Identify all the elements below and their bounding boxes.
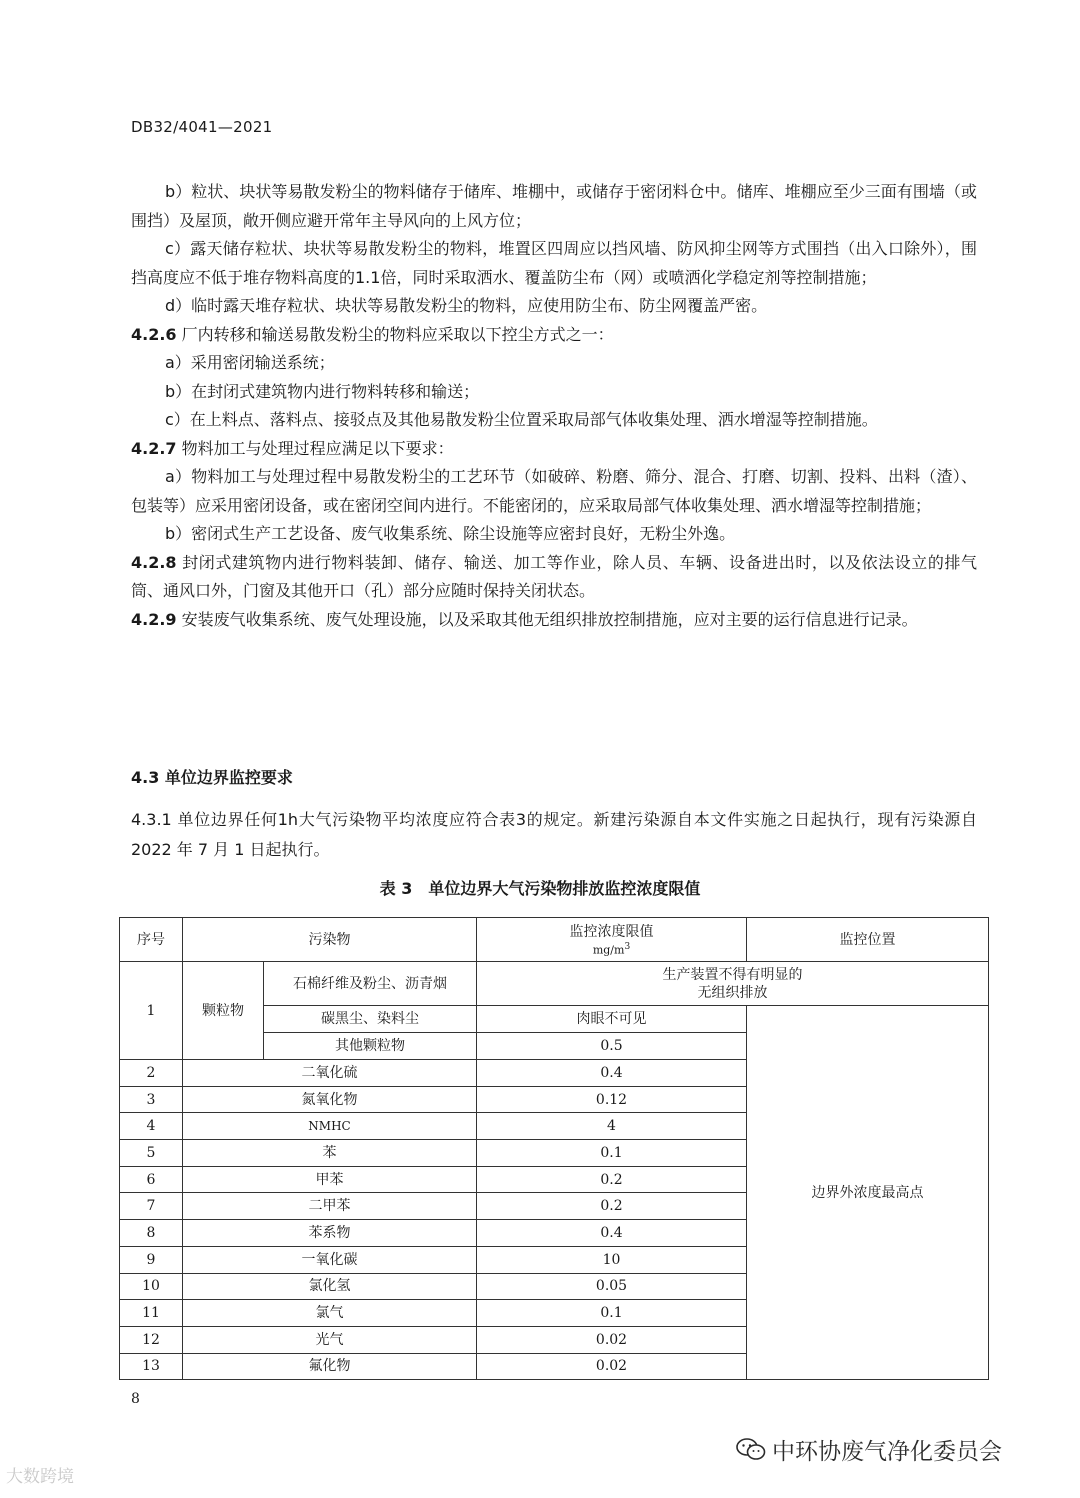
cell-seq: 6: [120, 1166, 183, 1193]
clause-number: 4.2.7: [131, 438, 177, 458]
paragraph: b）粒状、块状等易散发粉尘的物料储存于储库、堆棚中，或储存于密闭料仓中。储库、堆棚应至少三面有围墙（或围挡）及屋顶，敞开侧应避开常年主导风向的上风方位；: [131, 182, 977, 230]
paragraph: c）露天储存粒状、块状等易散发粉尘的物料，堆置区四周应以挡风墙、防风抑尘网等方式围挡（出入口除外），围挡高度应不低于堆存物料高度的1.1倍，同时采取洒水、覆盖防尘布（网）或喷洒化学稳定剂等控制措施；: [131, 239, 977, 287]
clause-4-2-9: [131, 606, 977, 635]
paragraph: d）临时露天堆存粒状、块状等易散发粉尘的物料，应使用防尘布、防尘网覆盖严密。: [165, 296, 768, 315]
cell-pollutant: 氯气: [183, 1300, 477, 1327]
cell-position: 边界外浓度最高点: [747, 1006, 989, 1380]
header-pollutant: 污染物: [183, 918, 477, 962]
cell-pollutant: 苯系物: [183, 1220, 477, 1247]
cell-pollutant: 氯化氢: [183, 1273, 477, 1300]
cell-pollutant: 氟化物: [183, 1353, 477, 1380]
table-title: 表 3 单位边界大气污染物排放监控浓度限值: [379, 879, 701, 898]
clause-number: 4.2.8: [131, 552, 177, 572]
cell-seq: 5: [120, 1140, 183, 1167]
clause-4-2-6: [131, 321, 977, 350]
paragraph: b）在封闭式建筑物内进行物料转移和输送；: [165, 381, 480, 401]
cell-limit: 0.02: [477, 1353, 747, 1380]
cell-pollutant: 氮氧化物: [183, 1086, 477, 1113]
document-code: DB32/4041—2021: [131, 118, 273, 136]
cell-limit: 0.02: [477, 1326, 747, 1353]
limit-line: 无组织排放: [697, 984, 768, 1001]
cell-pollutant: 苯: [183, 1140, 477, 1167]
watermark-right: [736, 1433, 1002, 1466]
cell-seq: 3: [120, 1086, 183, 1113]
cell-seq: 10: [120, 1273, 183, 1300]
clause-4-2-7: [131, 435, 977, 464]
cell-seq: 9: [120, 1246, 183, 1273]
body-paragraphs: [131, 178, 977, 634]
cell-limit: 0.4: [477, 1220, 747, 1247]
clause-text: 安装废气收集系统、废气处理设施，以及采取其他无组织排放控制措施，应对主要的运行信息进行记录。: [181, 609, 918, 629]
clause-text: 单位边界任何1h大气污染物平均浓度应符合表3的规定。新建污染源自本文件实施之日起执行，现有污染源自 2022 年 7 月 1 日起执行。: [131, 810, 977, 859]
header-limit-label: 监控浓度限值: [569, 923, 654, 940]
cell-seq: 1: [120, 962, 183, 1060]
cell-pollutant: 二氧化硫: [183, 1060, 477, 1087]
table-row: [120, 962, 989, 1006]
clause-text: 厂内转移和输送易散发粉尘的物料应采取以下控尘方式之一：: [181, 324, 614, 344]
watermark-text: 大数跨境: [6, 1467, 74, 1487]
cell-pollutant: 其他颗粒物: [264, 1033, 477, 1060]
cell-seq: 4: [120, 1113, 183, 1140]
cell-seq: 11: [120, 1300, 183, 1327]
clause-number: 4.2.6: [131, 324, 177, 344]
clause-number: 4.3.1: [131, 810, 172, 829]
limits-table: [119, 917, 989, 1380]
clause-text: 物料加工与处理过程应满足以下要求：: [181, 438, 454, 458]
cell-pollutant: 甲苯: [183, 1166, 477, 1193]
limit-line: 生产装置不得有明显的: [662, 966, 803, 983]
clause-text: 封闭式建筑物内进行物料装卸、储存、输送、加工等作业，除人员、车辆、设备进出时，以及依法设立的排气筒、通风口外，门窗及其他开口（孔）部分应随时保持关闭状态。: [131, 552, 977, 600]
section-heading: 4.3 单位边界监控要求: [131, 768, 293, 787]
cell-pollutant: 一氧化碳: [183, 1246, 477, 1273]
paragraph: a）物料加工与处理过程中易散发粉尘的工艺环节（如破碎、粉磨、筛分、混合、打磨、切割、投料、出料（渣）、包装等）应采用密闭设备，或在密闭空间内进行。不能密闭的，应采取局部气体收集处理、洒水增湿等控制措施；: [131, 467, 977, 515]
cell-seq: 12: [120, 1326, 183, 1353]
cell-pollutant: 石棉纤维及粉尘、沥青烟: [264, 962, 477, 1006]
header-seq: 序号: [120, 918, 183, 962]
cell-limit: 0.1: [477, 1300, 747, 1327]
cell-limit: 4: [477, 1113, 747, 1140]
unit-superscript: 3: [624, 941, 631, 952]
cell-limit: 10: [477, 1246, 747, 1273]
header-position: 监控位置: [747, 918, 989, 962]
cell-group: 颗粒物: [183, 962, 264, 1060]
clause-number: 4.2.9: [131, 609, 177, 629]
cell-seq: 8: [120, 1220, 183, 1247]
clause-4-2-8: [131, 549, 977, 606]
cell-seq: 2: [120, 1060, 183, 1087]
wechat-icon: [736, 1437, 766, 1463]
cell-limit: 0.4: [477, 1060, 747, 1087]
cell-limit: 0.1: [477, 1140, 747, 1167]
cell-seq: 7: [120, 1193, 183, 1220]
cell-limit: 0.5: [477, 1033, 747, 1060]
cell-pollutant: 碳黑尘、染料尘: [264, 1006, 477, 1033]
cell-seq: 13: [120, 1353, 183, 1380]
header-unit: [477, 941, 746, 957]
watermark-left: [6, 1462, 74, 1487]
cell-limit: 0.05: [477, 1273, 747, 1300]
paragraph: c）在上料点、落料点、接驳点及其他易散发粉尘位置采取局部气体收集处理、洒水增湿等控制措施。: [165, 410, 878, 429]
cell-limit-merged: [477, 962, 989, 1006]
cell-limit: 肉眼不可见: [477, 1006, 747, 1033]
cell-limit: 0.2: [477, 1166, 747, 1193]
cell-limit: 0.2: [477, 1193, 747, 1220]
clause-4-3-1: [131, 805, 977, 865]
page-number: 8: [131, 1391, 140, 1407]
paragraph: a）采用密闭输送系统；: [165, 353, 335, 372]
cell-pollutant: NMHC: [183, 1113, 477, 1140]
unit-base: mg/m: [592, 943, 625, 957]
cell-limit: 0.12: [477, 1086, 747, 1113]
header-limit: [477, 918, 747, 962]
table-header-row: [120, 918, 989, 962]
paragraph: b）密闭式生产工艺设备、废气收集系统、除尘设施等应密封良好，无粉尘外逸。: [165, 524, 736, 543]
watermark-text: 中环协废气净化委员会: [772, 1439, 1002, 1465]
cell-pollutant: 二甲苯: [183, 1193, 477, 1220]
cell-pollutant: 光气: [183, 1326, 477, 1353]
